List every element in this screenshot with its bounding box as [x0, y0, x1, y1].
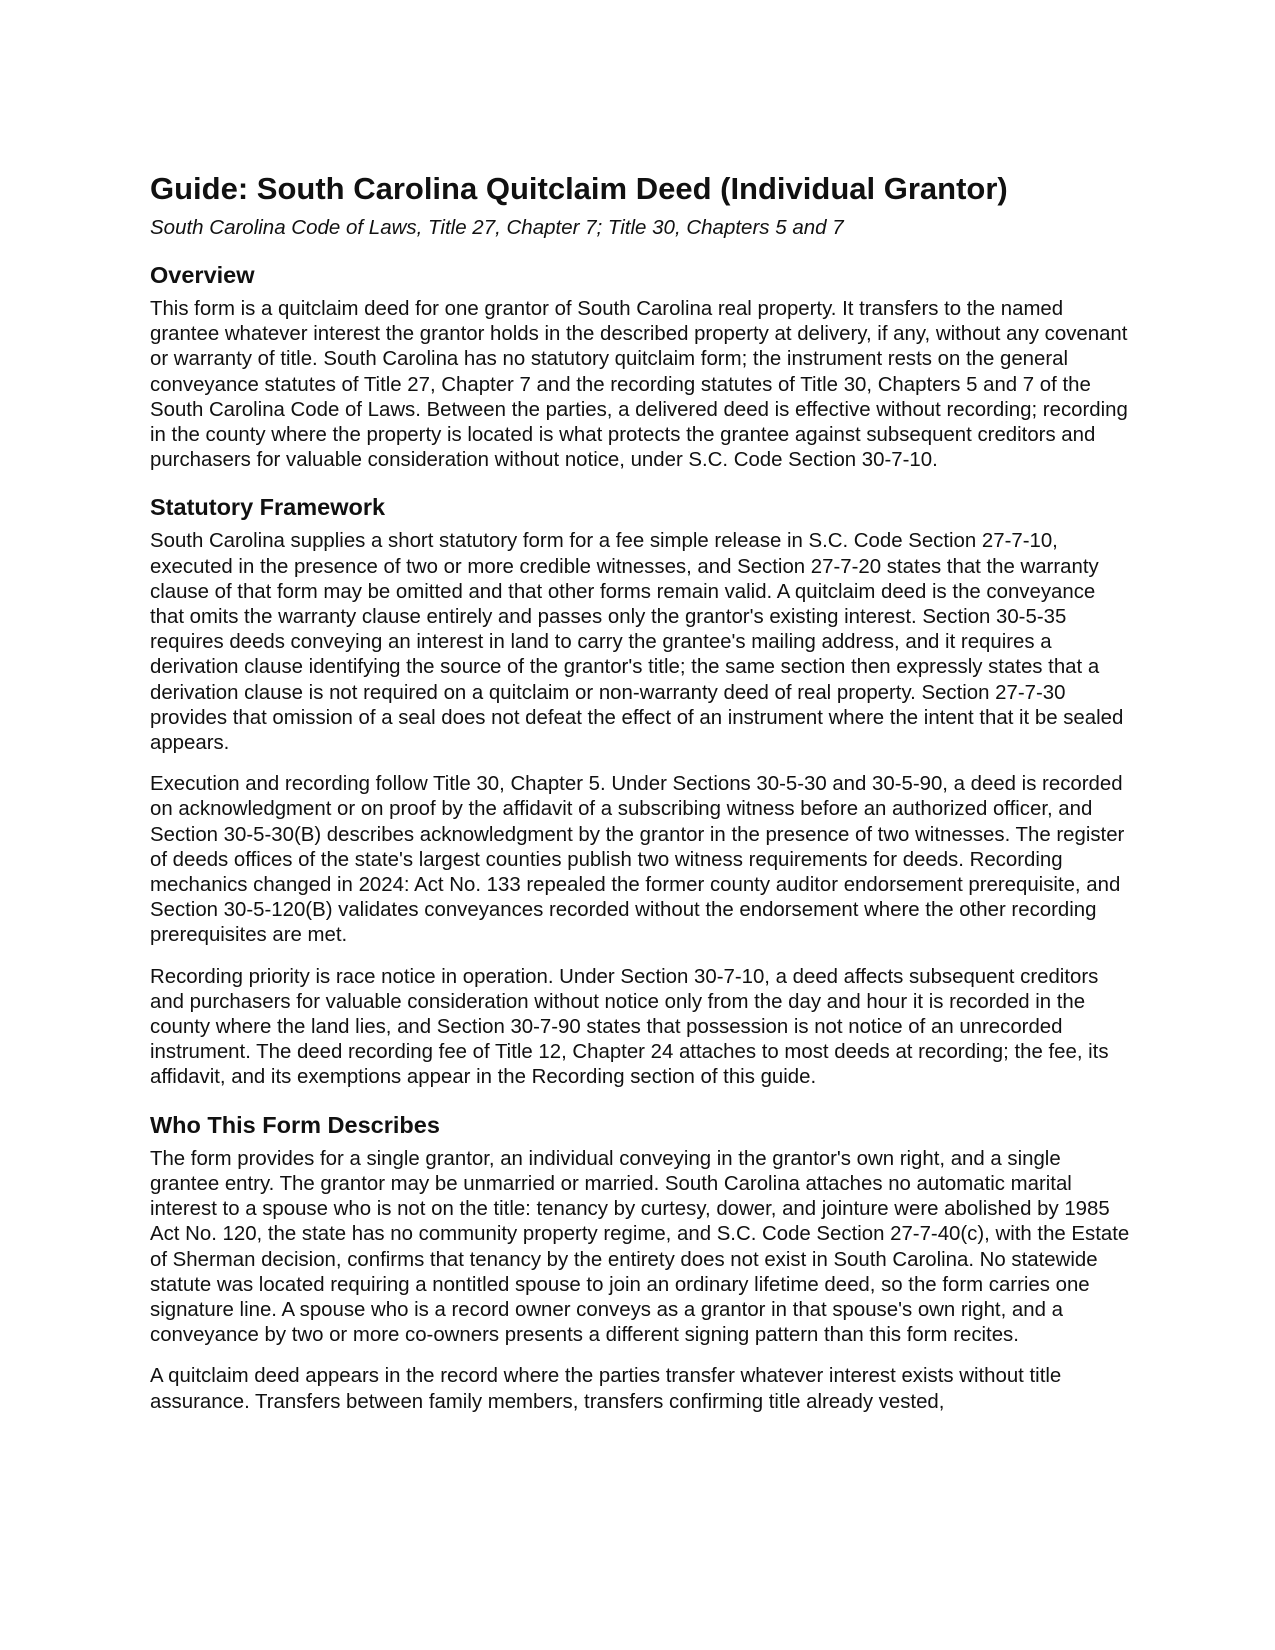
section-statutory-framework [150, 492, 1130, 1090]
section-heading: Overview [150, 262, 255, 288]
paragraph: Execution and recording follow Title 30, Chapter 5. Under Sections 30-5-30 and 30-5-90, a deed is recorded on acknowledgment or on proof by the affidavit of a subscribing witness before an authorized officer, and Section 30-5-30(B) describes acknowledgment by the grantor in the presence of two witnesses. The register of deeds offices of the state's largest counties publish two witness requirements for deeds. Recording mechanics changed in 2024: Act No. 133 repealed the former county auditor endorsement prerequisite, and Section 30-5-120(B) validates conveyances recorded without the endorsement where the other recording prerequisites are met. [150, 773, 1125, 947]
document-page [150, 170, 1130, 1434]
document-title: Guide: South Carolina Quitclaim Deed (Individual Grantor) [150, 171, 1008, 206]
section-who-this-form-describes [150, 1110, 1130, 1415]
paragraph: South Carolina supplies a short statutory form for a fee simple release in S.C. Code Section 27-7-10, executed in the presence of two or more credible witnesses, and Section 27-7-20 states that the warranty clause of that form may be omitted and that other forms remain valid. A quitclaim deed is the conveyance that omits the warranty clause entirely and passes only the grantor's existing interest. Section 30-5-35 requires deeds conveying an interest in land to carry the grantee's mailing address, and it requires a derivation clause identifying the source of the grantor's title; the same section then expressly states that a derivation clause is not required on a quitclaim or non-warranty deed of real property. Section 27-7-30 provides that omission of a seal does not defeat the effect of an instrument where the intent that it be sealed appears. [150, 530, 1124, 755]
paragraph: Recording priority is race notice in operation. Under Section 30-7-10, a deed affects subsequent creditors and purchasers for valuable consideration without notice only from the day and hour it is recorded in the county where the land lies, and Section 30-7-90 states that possession is not notice of an unrecorded instrument. The deed recording fee of Title 12, Chapter 24 attaches to most deeds at recording; the fee, its affidavit, and its exemptions appear in the Recording section of this guide. [150, 965, 1109, 1089]
document-subtitle: South Carolina Code of Laws, Title 27, Chapter 7; Title 30, Chapters 5 and 7 [150, 216, 844, 239]
paragraph: The form provides for a single grantor, an individual conveying in the grantor's own right, and a single grantee entry. The grantor may be unmarried or married. South Carolina attaches no automatic marital interest to a spouse who is not on the title: tenancy by curtesy, dower, and jointure were abolished by 1985 Act No. 120, the state has no community property regime, and S.C. Code Section 27-7-40(c), with the Estate of Sherman decision, confirms that tenancy by the entirety does not exist in South Carolina. No statewide statute was located requiring a nontitled spouse to join an ordinary lifetime deed, so the form carries one signature line. A spouse who is a record owner conveys as a grantor in that spouse's own right, and a conveyance by two or more co-owners presents a different signing pattern than this form recites. [150, 1147, 1130, 1347]
section-overview [150, 260, 1130, 473]
section-heading: Statutory Framework [150, 494, 386, 521]
section-heading: Who This Form Describes [150, 1111, 440, 1138]
paragraph: This form is a quitclaim deed for one grantor of South Carolina real property. It transfers to the named grantee whatever interest the grantor holds in the described property at delivery, if any, without any covenant or warranty of title. South Carolina has no statutory quitclaim form; the instrument rests on the general conveyance statutes of Title 27, Chapter 7 and the recording statutes of Title 30, Chapters 5 and 7 of the South Carolina Code of Laws. Between the parties, a delivered deed is effective without recording; recording in the county where the property is located is what protects the grantee against subsequent creditors and purchasers for valuable consideration without notice, under S.C. Code Section 30-7-10. [150, 298, 1128, 472]
paragraph: A quitclaim deed appears in the record where the parties transfer whatever interest exists without title assurance. Transfers between family members, transfers confirming title already vested, [150, 1365, 1062, 1413]
